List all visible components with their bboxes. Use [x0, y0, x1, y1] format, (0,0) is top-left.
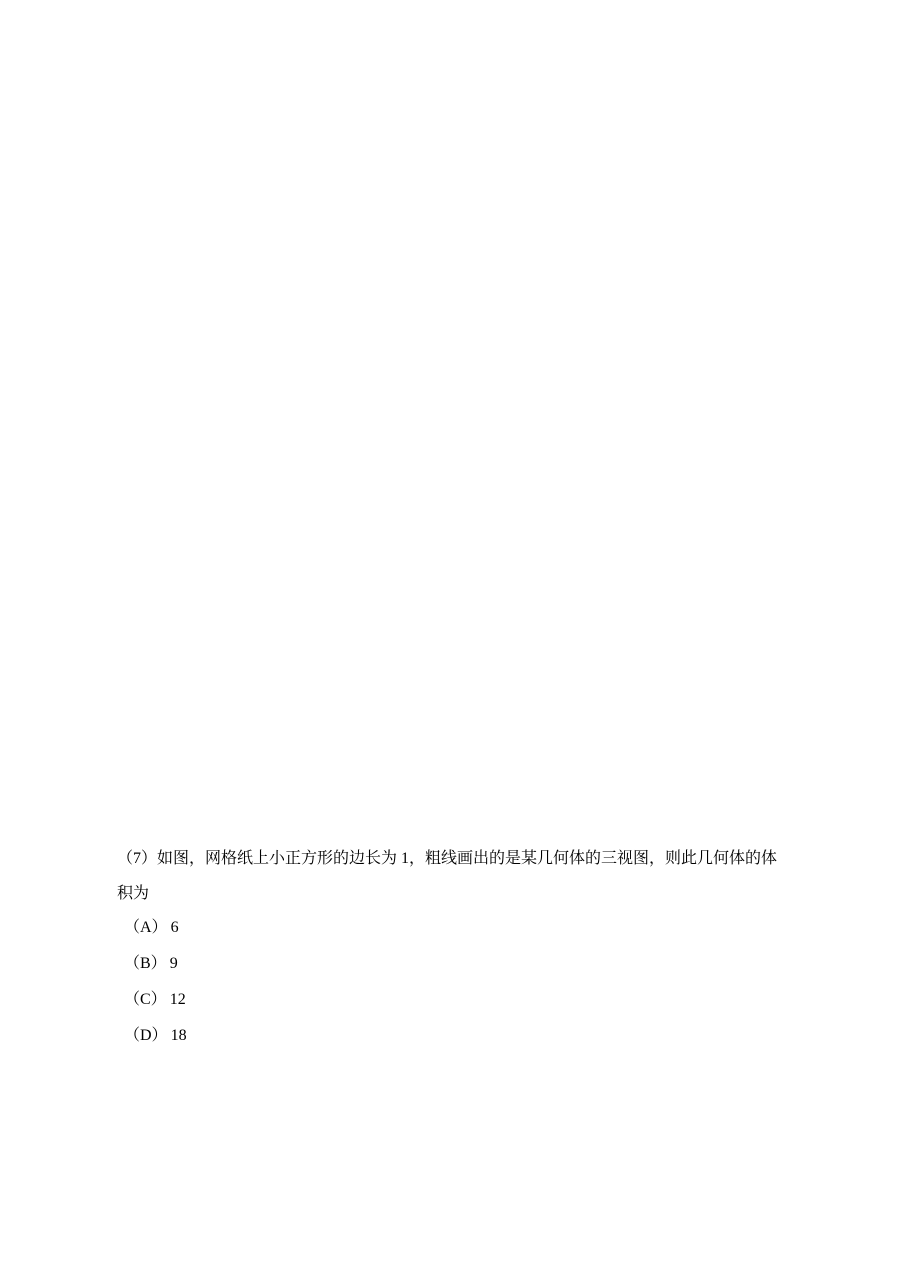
option-b-label: （B） [124, 955, 167, 972]
option-d-value: 18 [170, 1027, 187, 1044]
question-text-line-2: 积为 [117, 885, 150, 902]
option-c [124, 982, 187, 1018]
option-a-label: （A） [124, 919, 168, 936]
option-a-value: 6 [170, 919, 179, 936]
option-c-label: （C） [124, 991, 167, 1008]
question-text-line-1: （7）如图，网格纸上小正方形的边长为 1，粗线画出的是某几何体的三视图，则此几何体的体 [117, 850, 778, 867]
answer-options [124, 910, 187, 1054]
question-paragraph [117, 841, 777, 911]
option-b [124, 946, 187, 982]
option-b-value: 9 [169, 955, 178, 972]
option-d [124, 1018, 187, 1054]
option-a [124, 910, 187, 946]
option-c-value: 12 [169, 991, 186, 1008]
option-d-label: （D） [124, 1027, 168, 1044]
